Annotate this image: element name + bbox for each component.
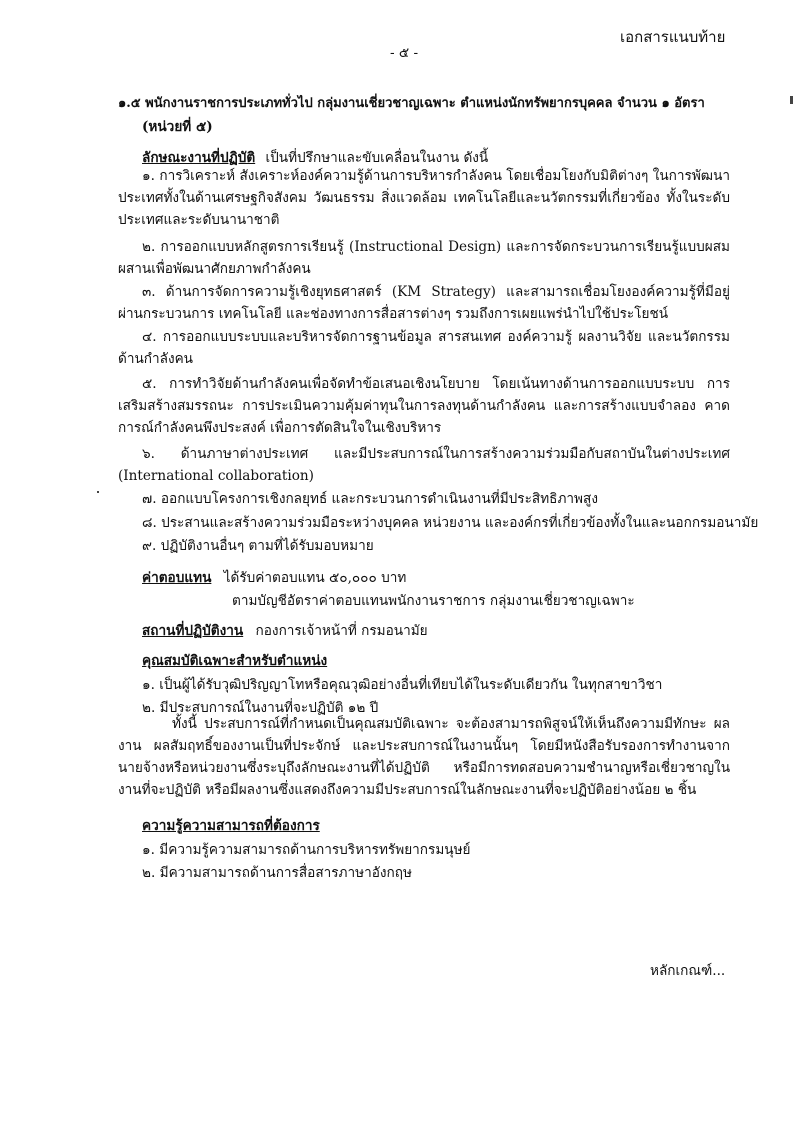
duties-intro: เป็นที่ปรึกษาและขับเคลื่อนในงาน ดังนี้ (265, 150, 489, 166)
duty-item: ๗. ออกแบบโครงการเชิงกลยุทธ์ และกระบวนการดำเนินงานที่มีประสิทธิภาพสูง (142, 491, 598, 507)
qualification-note: ทั้งนี้ ประสบการณ์ที่กำหนดเป็นคุณสมบัติเฉพาะ จะต้องสามารถพิสูจน์ให้เห็นถึงความมีทักษะ ผลงาน ผลสัมฤทธิ์ของงานเป็นที่ประจักษ์ และประสบการณ์ในงานนั้นๆ โดยมีหนังสือรับรองการทำงานจากนายจ้างหรือหน่วยงานซึ่งระบุถึงลักษณะงานที่ได้ปฏิบัติ หรือมีการทดสอบความชำนาญหรือเชี่ยวชาญในงานที่จะปฏิบัติ หรือมีผลงานซึ่งแสดงถึงความมีประสบการณ์ในลักษณะงานที่จะปฏิบัติอย่างน้อย ๒ ชิ้น (118, 716, 730, 798)
scan-mark (790, 96, 793, 104)
qualifications-heading: คุณสมบัติเฉพาะสำหรับตำแหน่ง (142, 653, 328, 669)
workplace-line (142, 620, 428, 643)
workplace-heading: สถานที่ปฏิบัติงาน (142, 623, 244, 639)
duty-item: ๕. การทำวิจัยด้านกำลังคนเพื่อจัดทำข้อเสนอเชิงนโยบาย โดยเน้นทางด้านการออกแบบระบบ การเสริมสร้างสมรรถนะ การประเมินความคุ้มค่าทุนในการลงทุนด้านกำลังคน และการสร้างแบบจำลอง คาดการณ์กำลังคนพึงประสงค์ เพื่อการตัดสินใจในเชิงบริหาร (118, 376, 730, 436)
page-number: - ๕ - (390, 45, 419, 61)
knowledge-item: ๒. มีความสามารถด้านการสื่อสารภาษาอังกฤษ (142, 865, 412, 881)
compensation-amount: ได้รับค่าตอบแทน ๕๐,๐๐๐ บาท (223, 570, 407, 586)
knowledge-heading: ความรู้ความสามารถที่ต้องการ (142, 818, 320, 834)
document-label: เอกสารแนบท้าย (620, 28, 726, 46)
knowledge-item: ๑. มีความรู้ความสามารถด้านการบริหารทรัพยากรมนุษย์ (142, 842, 471, 858)
duties-heading: ลักษณะงานที่ปฏิบัติ (142, 150, 256, 166)
compensation-heading: ค่าตอบแทน (142, 570, 212, 586)
section-title: ๑.๕ พนักงานราชการประเภททั่วไป กลุ่มงานเชี่ยวชาญเฉพาะ ตำแหน่งนักทรัพยากรบุคคล จำนวน ๑ อัตรา (118, 96, 705, 111)
duty-item: ๓. ด้านการจัดการความรู้เชิงยุทธศาสตร์ (KM Strategy) และสามารถเชื่อมโยงองค์ความรู้ที่มีอยู่ผ่านกระบวนการ เทคโนโลยี และช่องทางการสื่อสารต่างๆ รวมถึงการเผยแพร่นำไปใช้ประโยชน์ (118, 284, 730, 322)
workplace-value: กองการเจ้าหน้าที่ กรมอนามัย (255, 623, 428, 639)
qualification-item: ๒. มีประสบการณ์ในงานที่จะปฏิบัติ ๑๒ ปี (142, 700, 379, 716)
compensation-line (142, 567, 406, 590)
duty-item: ๒. การออกแบบหลักสูตรการเรียนรู้ (Instructional Design) และการจัดกระบวนการเรียนรู้แบบผสมผสานเพื่อพัฒนาศักยภาพกำลังคน (118, 239, 730, 277)
section-unit: (หน่วยที่ ๕) (142, 119, 213, 135)
duty-item: ๔. การออกแบบระบบและบริหารจัดการฐานข้อมูล สารสนเทศ องค์ความรู้ ผลงานวิจัย และนวัตกรรมด้านกำลังคน (118, 329, 730, 367)
scan-mark (97, 491, 99, 493)
duty-item: ๑. การวิเคราะห์ สังเคราะห์องค์ความรู้ด้านการบริหารกำลังคน โดยเชื่อมโยงกับมิติต่างๆ ในการพัฒนาประเทศทั้งในด้านเศรษฐกิจสังคม วัฒนธรรม สิ่งแวดล้อม เทคโนโลยีและนวัตกรรมที่เกี่ยวข้อง ทั้งในระดับประเทศและระดับนานาชาติ (118, 168, 730, 228)
duty-item: ๙. ปฏิบัติงานอื่นๆ ตามที่ได้รับมอบหมาย (142, 538, 374, 554)
compensation-note: ตามบัญชีอัตราค่าตอบแทนพนักงานราชการ กลุ่มงานเชี่ยวชาญเฉพาะ (232, 593, 635, 609)
continuation-text: หลักเกณฑ์... (650, 963, 726, 979)
duty-item: ๖. ด้านภาษาต่างประเทศ และมีประสบการณ์ในการสร้างความร่วมมือกับสถาบันในต่างประเทศ (International collaboration) (118, 446, 730, 484)
duty-item: ๘. ประสานและสร้างความร่วมมือระหว่างบุคคล หน่วยงาน และองค์กรที่เกี่ยวข้องทั้งในและนอกกรมอนามัย (142, 515, 759, 531)
qualification-item: ๑. เป็นผู้ได้รับวุฒิปริญญาโทหรือคุณวุฒิอย่างอื่นที่เทียบได้ในระดับเดียวกัน ในทุกสาขาวิชา (142, 677, 663, 693)
